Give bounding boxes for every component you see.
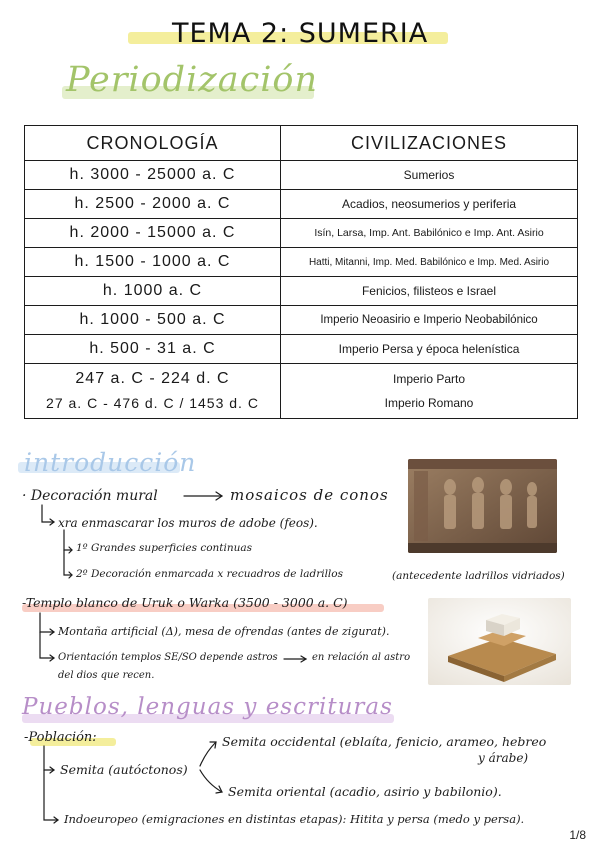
decoracion-enmarcada-text: 2º Decoración enmarcada x recuadros de ladrillos — [76, 568, 344, 580]
chronology-cell: h. 2500 - 2000 a. C — [25, 190, 281, 219]
civilization-cell: Imperio Neoasirio e Imperio Neobabilónico — [281, 306, 578, 335]
chronology-cell: h. 2000 - 15000 a. C — [25, 219, 281, 248]
civilization-cell: Sumerios — [281, 161, 578, 190]
chronology-line: 247 a. C - 224 d. C — [75, 370, 230, 387]
section-heading-introduccion: introducción — [24, 448, 197, 477]
civilization-cell: Acadios, neosumerios y periferia — [281, 190, 578, 219]
antecedente-text: (antecedente ladrillos vidriados) — [392, 570, 565, 582]
section-heading-pueblos: Pueblos, lenguas y escrituras — [22, 694, 393, 720]
poblacion-text: -Población: — [24, 730, 97, 745]
semita-text: Semita (autóctonos) — [60, 762, 188, 777]
montana-text: Montaña artificial (Δ), mesa de ofrendas (antes de zigurat). — [58, 625, 390, 638]
relacion-astro-text: en relación al astro — [312, 652, 411, 663]
table-header-chronology: CRONOLOGÍA — [25, 126, 281, 161]
templo-blanco-text: -Templo blanco de Uruk o Warka (3500 - 3000 a. C) — [22, 595, 348, 610]
table-header-civilizations: CIVILIZACIONES — [281, 126, 578, 161]
civilization-line: Imperio Parto — [392, 372, 466, 386]
page-number: 1/8 — [569, 828, 586, 842]
semita-occidental-text-2: y árabe) — [478, 751, 529, 765]
orientacion-text: Orientación templos SE/SO depende astros — [58, 652, 278, 663]
civilization-cell: Fenicios, filisteos e Israel — [281, 277, 578, 306]
page-title: TEMA 2: SUMERIA — [172, 18, 429, 49]
superficies-text: 1º Grandes superficies continuas — [76, 542, 253, 554]
semita-oriental-text: Semita oriental (acadio, asirio y babilonio). — [228, 784, 502, 799]
section-heading-periodizacion: Periodización — [66, 60, 319, 100]
civilization-cell: Isín, Larsa, Imp. Ant. Babilónico e Imp. Ant. Asirio — [281, 219, 578, 248]
civilization-line: Imperio Romano — [384, 396, 474, 410]
civilization-cell: Imperio Persa y época helenística — [281, 335, 578, 364]
enmascarar-text: xra enmascarar los muros de adobe (feos). — [58, 516, 318, 530]
indoeuropeo-text: Indoeuropeo (emigraciones en distintas etapas): Hitita y persa (medo y persa). — [64, 812, 525, 826]
mosaicos-text: mosaicos de conos — [230, 486, 389, 504]
dios-text: del dios que recen. — [58, 670, 155, 681]
semita-occidental-text: Semita occidental (eblaíta, fenicio, arameo, hebreo — [222, 734, 547, 749]
civilization-cell: Hatti, Mitanni, Imp. Med. Babilónico e Imp. Med. Asirio — [281, 248, 578, 277]
decoracion-mural-text: · Decoración mural — [22, 488, 158, 504]
chronology-cell: h. 500 - 31 a. C — [25, 335, 281, 364]
chronology-line: 27 a. C - 476 d. C / 1453 d. C — [46, 395, 259, 411]
chronology-cell: h. 1000 a. C — [25, 277, 281, 306]
chronology-cell: h. 1500 - 1000 a. C — [25, 248, 281, 277]
chronology-cell: h. 1000 - 500 a. C — [25, 306, 281, 335]
chronology-cell: h. 3000 - 25000 a. C — [25, 161, 281, 190]
